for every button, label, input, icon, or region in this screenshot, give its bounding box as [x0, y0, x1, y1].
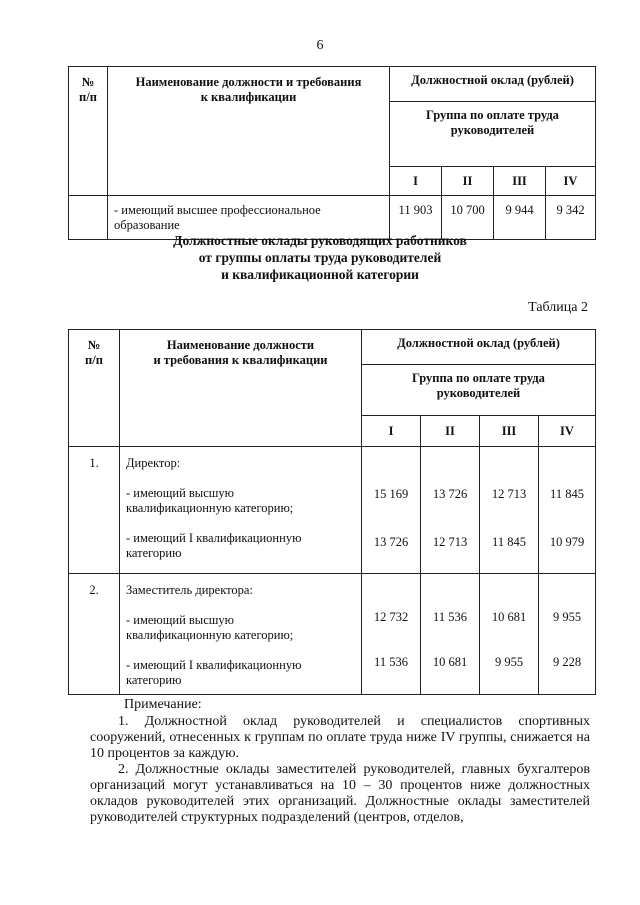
salary-values-group-iv: [539, 574, 596, 695]
requirement-text: - имеющий I квалификационную категорию: [126, 658, 302, 687]
requirement-text: - имеющий высшую квалификационную категорию;: [126, 486, 294, 515]
salary-value: 11 536: [374, 655, 408, 669]
row-number: 2.: [69, 574, 120, 695]
salary-value: 11 536: [433, 610, 467, 624]
table-row: [69, 574, 596, 695]
salary-value: 10 681: [491, 610, 527, 624]
salary-value: 12 713: [491, 487, 527, 501]
table-label: Таблица 2: [528, 300, 588, 315]
salary-values-group-iii: [480, 447, 539, 574]
salary-values-group-ii: [421, 447, 480, 574]
position-header-text: Наименование должности и требования к квалификации: [153, 338, 328, 367]
position-title: Директор:: [126, 456, 181, 470]
salary-value: 13 726: [373, 535, 409, 549]
row-position-name: [120, 574, 362, 695]
salary-value: 10 700: [442, 196, 494, 240]
page-number: 6: [316, 38, 324, 53]
salary-value: 13 726: [432, 487, 468, 501]
section-title: [0, 232, 640, 283]
group-header-iv: IV: [546, 167, 596, 196]
group-header-text: Группа по оплате труда руководителей: [412, 371, 545, 400]
requirement-text: - имеющий I квалификационную категорию: [126, 531, 302, 560]
column-header-group: [390, 102, 596, 167]
table-row: [69, 447, 596, 574]
position-name-text: - имеющий высшее профессиональное образование: [114, 203, 321, 232]
group-header-ii: II: [421, 416, 480, 447]
group-header-iii: III: [494, 167, 546, 196]
salary-values-group-i: [362, 447, 421, 574]
salary-value: 9 944: [494, 196, 546, 240]
salary-value: 9 342: [546, 196, 596, 240]
salary-value: 12 732: [373, 610, 409, 624]
position-header-text: Наименование должности и требования к квалификации: [135, 75, 362, 104]
salary-value: 11 903: [390, 196, 442, 240]
column-header-group: [362, 365, 596, 416]
note-paragraph-1: 1. Должностной оклад руководителей и специалистов спортивных сооружений, отнесенных к группам по оплате труда ниже IV группы, снижается на 10 процентов за каждую.: [90, 714, 590, 761]
group-header-i: I: [362, 416, 421, 447]
number-header-line: № п/п: [85, 338, 103, 367]
note-heading: Примечание:: [124, 697, 202, 712]
row-number: 1.: [69, 447, 120, 574]
salary-value: 9 955: [494, 655, 524, 669]
salary-table-continued: [68, 66, 596, 240]
column-header-salary: Должностной оклад (рублей): [390, 67, 596, 102]
salary-table-2: [68, 329, 596, 695]
salary-value: 9 228: [552, 655, 582, 669]
row-position-name: [120, 447, 362, 574]
group-header-ii: II: [442, 167, 494, 196]
group-header-i: I: [390, 167, 442, 196]
requirement-text: - имеющий высшую квалификационную категорию;: [126, 613, 294, 642]
column-header-position: [120, 330, 362, 447]
note-paragraph-2: 2. Должностные оклады заместителей руководителей, главных бухгалтеров организаций могут устанавливаться на 10 – 30 процентов ниже должностных окладов руководителей этих организаций. Должностные оклады заместителей руководителей структурных подразделений (центров, отделов,: [90, 762, 590, 825]
column-header-salary: Должностной оклад (рублей): [362, 330, 596, 365]
salary-values-group-iv: [539, 447, 596, 574]
salary-value: 12 713: [432, 535, 468, 549]
salary-value: 11 845: [492, 535, 526, 549]
salary-value: 15 169: [373, 487, 409, 501]
salary-values-group-iii: [480, 574, 539, 695]
group-header-iii: III: [480, 416, 539, 447]
salary-value: 9 955: [552, 610, 582, 624]
salary-values-group-ii: [421, 574, 480, 695]
column-header-number: [69, 330, 120, 447]
number-header-line: № п/п: [79, 75, 97, 104]
group-header-text: Группа по оплате труда руководителей: [426, 108, 559, 137]
salary-value: 11 845: [550, 487, 584, 501]
salary-values-group-i: [362, 574, 421, 695]
position-title: Заместитель директора:: [126, 583, 253, 597]
salary-value: 10 681: [432, 655, 468, 669]
salary-value: 10 979: [549, 535, 585, 549]
column-header-number: [69, 67, 108, 196]
group-header-iv: IV: [539, 416, 596, 447]
section-title-text: Должностные оклады руководящих работников от группы оплаты труда руководителей и квалификационной категории: [173, 233, 467, 282]
note-section: [90, 697, 590, 826]
column-header-position: [108, 67, 390, 196]
